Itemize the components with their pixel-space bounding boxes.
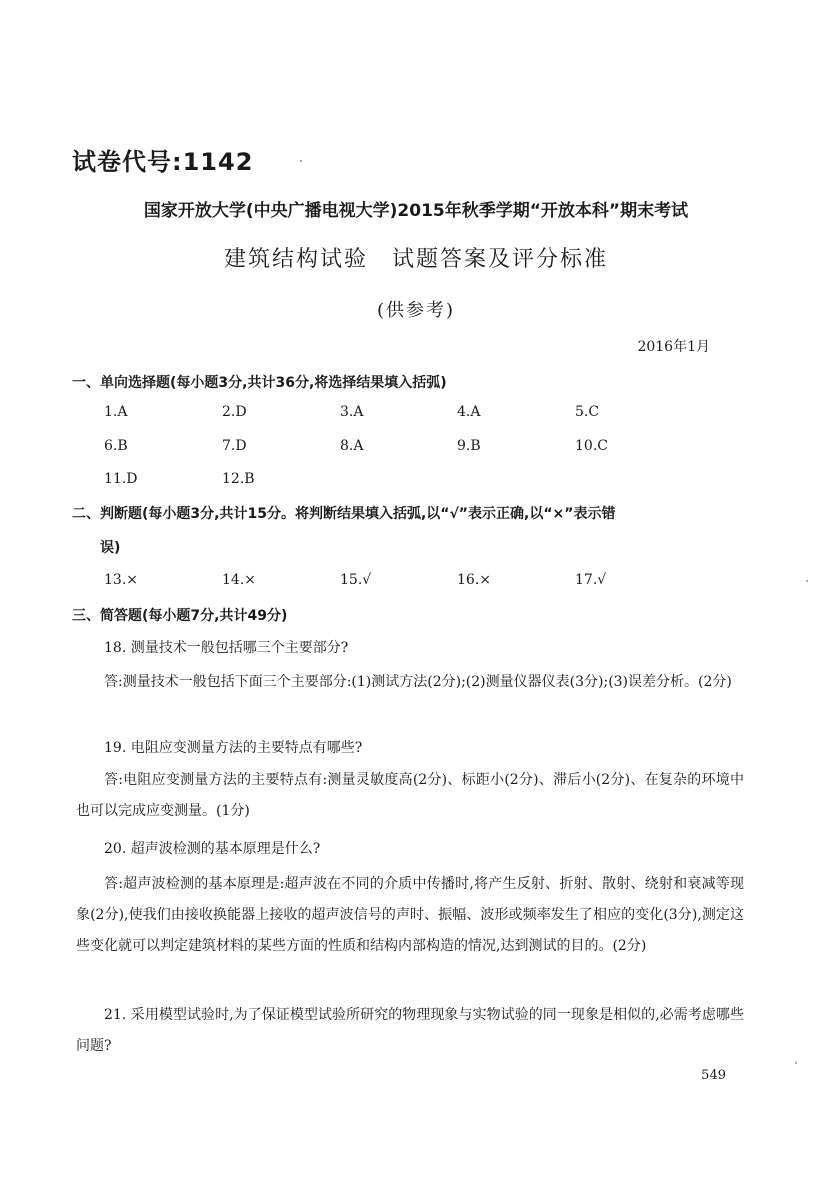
question-21: 21. 采用模型试验时,为了保证模型试验所研究的物理现象与实物试验的同一现象是相似的,必需考虑哪些问题? [76, 1007, 744, 1054]
answer-19: 答:电阻应变测量方法的主要特点有:测量灵敏度高(2分)、标距小(2分)、滞后小(2分)、在复杂的环境中也可以完成应变测量。(1分) [76, 772, 744, 819]
answer-20: 答:超声波检测的基本原理是:超声波在不同的介质中传播时,将产生反射、折射、散射、绕射和衰减等现象(2分),使我们由接收换能器上接收的超声波信号的声时、振幅、波形或频率发生了相应的变化(3分),测定这些变化就可以判定建筑材料的某些方面的性质和结构内部构造的情况,达到测试的目的。(2分) [76, 876, 744, 954]
answer-item: 4.A [457, 404, 481, 420]
reference-note: (供参考) [376, 300, 456, 321]
exam-code: 试卷代号:1142 [72, 148, 254, 176]
scan-speck [806, 580, 808, 582]
page-number: 549 [701, 1068, 726, 1083]
answer-item: 16.× [457, 572, 491, 588]
question-19: 19. 电阻应变测量方法的主要特点有哪些? [104, 740, 363, 756]
answer-item: 5.C [575, 404, 600, 420]
answer-item: 2.D [222, 404, 247, 420]
section-3-heading: 三、简答题(每小题7分,共计49分) [72, 608, 288, 624]
answer-item: 11.D [104, 471, 138, 487]
answer-item: 12.B [222, 471, 255, 487]
answer-item: 17.√ [575, 572, 607, 588]
answer-item: 8.A [340, 438, 364, 454]
answer-item: 15.√ [340, 572, 372, 588]
question-18: 18. 测量技术一般包括哪三个主要部分? [104, 640, 349, 656]
section-1-heading: 一、单向选择题(每小题3分,共计36分,将选择结果填入括弧) [72, 375, 447, 391]
section-2-heading-line-1: 二、判断题(每小题3分,共计15分。将判断结果填入括弧,以“√”表示正确,以“×”表示错 [72, 506, 616, 522]
answer-item: 1.A [104, 404, 128, 420]
scan-speck [300, 160, 302, 162]
course-name: 建筑结构试验 [223, 247, 368, 272]
document-subtitle [0, 242, 832, 273]
answer-item: 6.B [104, 438, 128, 454]
section-2-heading-line-2: 误) [100, 540, 121, 556]
answer-item: 7.D [222, 438, 247, 454]
document-date: 2016年1月 [637, 339, 710, 355]
answer-18: 答:测量技术一般包括下面三个主要部分:(1)测试方法(2分);(2)测量仪器仪表(3分);(3)误差分析。(2分) [104, 674, 732, 690]
answer-item: 13.× [104, 572, 138, 588]
answer-item: 3.A [340, 404, 364, 420]
answer-item: 10.C [575, 438, 608, 454]
answer-item: 14.× [222, 572, 256, 588]
question-20: 20. 超声波检测的基本原理是什么? [104, 841, 321, 857]
exam-title: 国家开放大学(中央广播电视大学)2015年秋季学期“开放本科”期末考试 [143, 201, 689, 221]
scan-speck [795, 1062, 797, 1064]
document-type: 试题答案及评分标准 [392, 247, 609, 272]
answer-item: 9.B [457, 438, 481, 454]
section-2-heading [72, 497, 744, 565]
